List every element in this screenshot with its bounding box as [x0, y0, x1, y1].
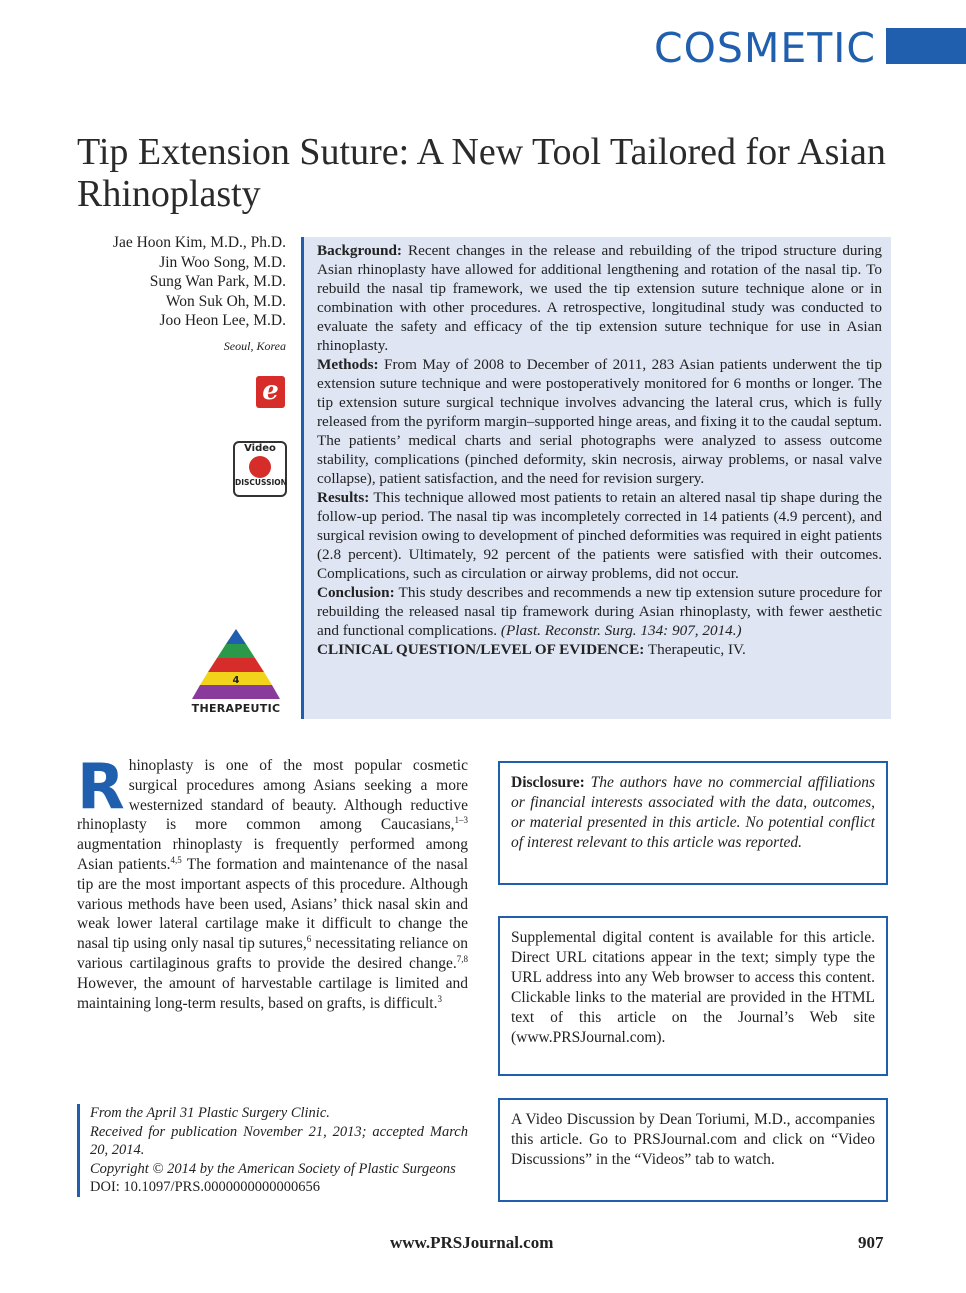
discussion-icon-label: DISCUSSION: [235, 478, 287, 487]
history-copyright: Copyright © 2014 by the American Society of Plastic Surgeons: [90, 1160, 456, 1177]
citation-ref[interactable]: 6: [306, 934, 312, 945]
author-name: Jin Woo Song, M.D.: [159, 253, 286, 271]
author-list: [40, 233, 286, 357]
methods-text: From May of 2008 to December of 2011, 283 Asian patients underwent the tip extension suture technique and were postoperatively monitored for 6 months or longer. The tip extension suture surgical technique involves advancing the lateral crus, which is fully released from the pyriform margin–supported hinge areas, and fixing it to the caudal septum. The patients’ medical charts and serial photographs were analyzed to assess outcome stability, complications (pinched deformity, skin necrosis, airway problems, or nasal valve collapse), patient satisfaction, and the need for revision surgery.: [317, 356, 882, 487]
citation: (Plast. Reconstr. Surg. 134: 907, 2014.): [500, 622, 742, 639]
body-paragraph: [77, 750, 468, 1013]
evidence-label: CLINICAL QUESTION/LEVEL OF EVIDENCE:: [317, 641, 645, 658]
disclosure-text: The authors have no commercial affiliations or financial interests associated with the data, outcomes, or material presented in this article. No potential conflict of interest relevant to this article was reported.: [511, 774, 876, 851]
supplemental-content-box: Supplemental digital content is available for this article. Direct URL citations appear in the text; simply type the URL address into any Web browser to access this content. Clickable links to the material are provided in the HTML text of this article on the Journal’s Web site (www.PRSJournal.com).: [498, 916, 888, 1076]
abstract-methods: [317, 355, 882, 488]
video-discussion-icon[interactable]: [233, 441, 287, 497]
article-title: Tip Extension Suture: A New Tool Tailored for Asian Rhinoplasty: [77, 131, 886, 215]
author-name: Jae Hoon Kim, M.D., Ph.D.: [112, 234, 286, 251]
video-icon-label: Video: [244, 443, 276, 454]
author-name: Sung Wan Park, M.D.: [149, 273, 286, 291]
methods-label: Methods:: [317, 356, 379, 373]
e-letter: e: [262, 376, 279, 406]
evidence-text: Therapeutic, IV.: [647, 641, 746, 658]
conclusion-text: This study describes and recommends a new tip extension suture procedure for rebuilding the released nasal tip framework during Asian rhinoplasty, with fewer aesthetic and functional complications.: [317, 584, 882, 639]
conclusion-label: Conclusion:: [317, 584, 395, 601]
body-text-segment: augmentation rhinoplasty is frequently performed among Asian patients.: [77, 836, 468, 873]
citation-ref[interactable]: 1–3: [454, 815, 468, 826]
history-doi[interactable]: DOI: 10.1097/PRS.0000000000000656: [90, 1179, 321, 1195]
author-name: Won Suk Oh, M.D.: [165, 292, 286, 310]
page-number: 907: [858, 1233, 884, 1252]
body-text-segment: However, the amount of harvestable cartilage is limited and maintaining long-term results, based on grafts, is difficult.: [77, 974, 468, 1012]
results-text: This technique allowed most patients to retain an altered nasal tip shape during the follow-up period. The nasal tip was incompletely corrected in 14 patients (4.9 percent), and surgical revision owing to development of pinched deformities was required in eight patients (2.8 percent). Ultimately, 92 percent of the patients were satisfied with their outcomes. Complications, such as circulation or airway problems, did not occur.: [317, 489, 882, 582]
abstract-background: [317, 241, 882, 355]
body-text-segment: necessitating reliance on various cartilaginous grafts to provide the desired change.: [77, 935, 468, 972]
electronic-content-icon[interactable]: [256, 376, 285, 408]
abstract-results: [317, 488, 882, 583]
citation-ref[interactable]: 4,5: [170, 854, 182, 865]
history-from: From the April 31 Plastic Surgery Clinic.: [90, 1105, 330, 1121]
background-label: Background:: [317, 242, 402, 259]
history-received: Received for publication November 21, 2013; accepted March 20, 2014.: [90, 1123, 468, 1158]
evidence-type-label: THERAPEUTIC: [191, 702, 281, 715]
abstract-box: [301, 237, 891, 719]
article-history: [77, 1104, 468, 1197]
evidence-level-number: 4: [232, 675, 240, 686]
body-text-segment: The formation and maintenance of the nasal tip are the most important aspects of this procedure. Although various methods have been used, Asians’ thick nasal skin and weak lower lateral cartilage make it difficult to change the nasal tip using only nasal tip sutures,: [77, 855, 468, 953]
abstract-evidence: [317, 640, 882, 659]
section-label: COSMETIC: [654, 24, 876, 72]
disclosure-box: [498, 761, 888, 885]
background-text: Recent changes in the release and rebuilding of the tripod structure during Asian rhinoplasty have allowed for additional lengthening and rotation of the nasal tip. To rebuild the nasal tip framework, we used the tip extension suture technique alone or in combination with other procedures. A retrospective, longitudinal study was conducted to evaluate the safety and efficacy of the tip extension suture technique for use in Asian rhinoplasty.: [317, 242, 882, 354]
drop-cap: R: [77, 750, 125, 823]
abstract-conclusion: [317, 583, 882, 640]
disclosure-label: Disclosure:: [511, 774, 585, 791]
body-text-segment: hinoplasty is one of the most popular cosmetic surgical procedures among Asians seeking a more westernized standard of beauty. Although reductive rhinoplasty is more common among Caucasians,: [77, 757, 468, 834]
video-discussion-box: A Video Discussion by Dean Toriumi, M.D., accompanies this article. Go to PRSJournal.com and click on “Video Discussions” in the “Videos” tab to watch.: [498, 1098, 888, 1202]
section-color-bar: [886, 28, 966, 64]
author-name: Joo Heon Lee, M.D.: [159, 312, 286, 330]
footer-url[interactable]: www.PRSJournal.com: [390, 1233, 554, 1252]
results-label: Results:: [317, 489, 370, 506]
citation-ref[interactable]: 3: [437, 993, 442, 1004]
film-reel-icon: [249, 456, 271, 478]
citation-ref[interactable]: 7,8: [456, 953, 468, 964]
author-location: Seoul, Korea: [223, 338, 286, 353]
